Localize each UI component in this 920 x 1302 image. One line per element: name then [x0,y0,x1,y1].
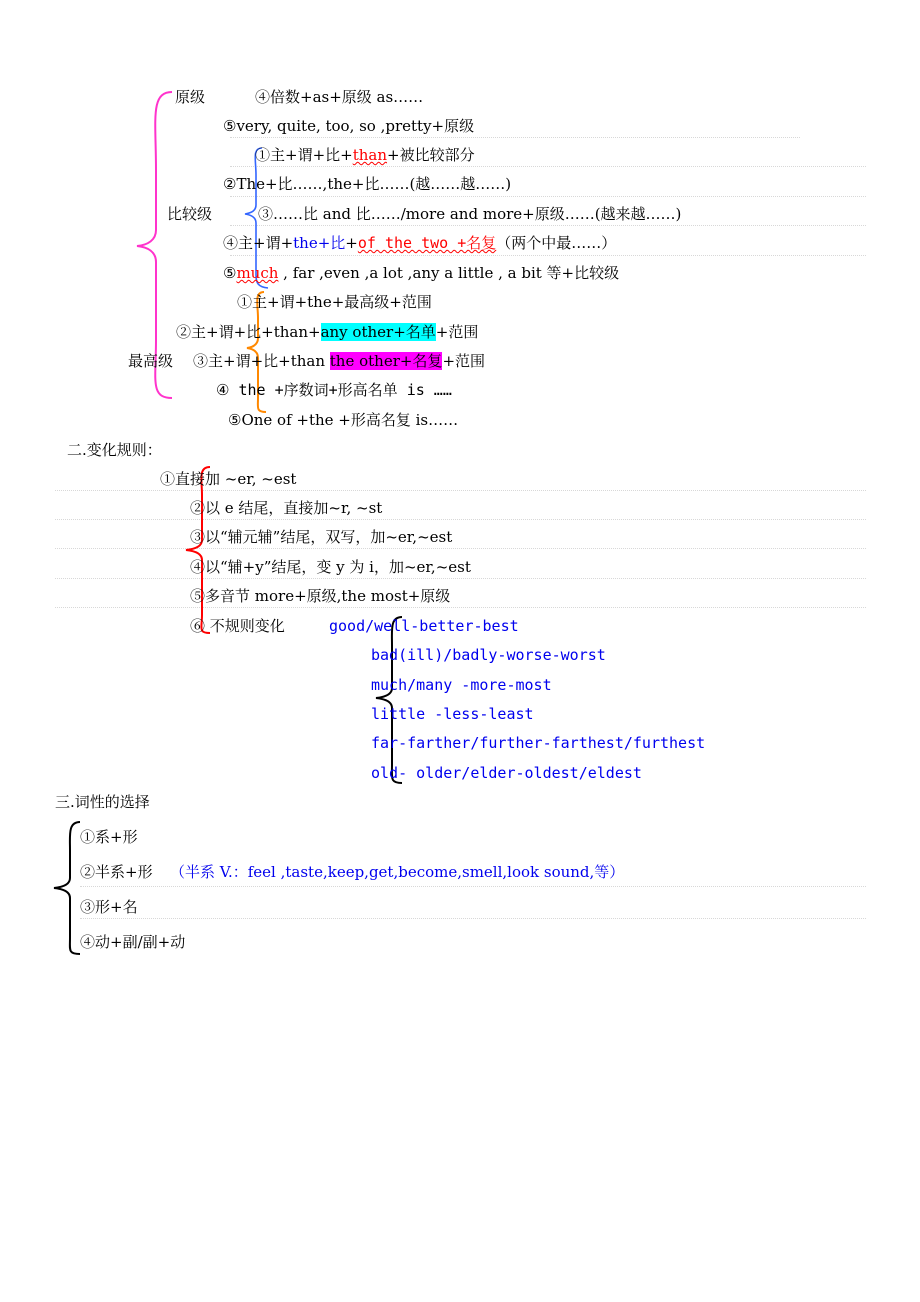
text-segment: ①主+谓+比+ [255,146,353,164]
pos-item: ③形+名 [80,898,138,916]
positive-item: ④倍数+as+原级 as…… [255,88,424,106]
pos-item: ①系+形 [80,828,138,846]
comparative-item-5 [223,263,619,283]
irregular-form: far-farther/further-farthest/furthest [371,734,706,752]
comparative-label: 比较级 [167,205,213,223]
text-segment: ②主+谓+比+than+ [176,323,321,341]
semi-linking-verbs-note: （半系 V.：feel ,taste,keep,get,become,smell,look sound,等） [170,863,625,881]
text-segment: +被比较部分 [387,146,475,164]
superlative-item-1: ①主+谓+the+最高级+范围 [237,293,432,311]
red-brace [186,467,210,633]
comparative-item-3: ③……比 and 比……/more and more+原级……(越来越……) [258,205,682,223]
irregular-form: bad(ill)/badly-worse-worst [371,646,606,664]
text-segment: , far ,even ,a lot ,any a little , a bit 等+比较级 [278,264,620,282]
rule-item: ④以“辅+y”结尾，变 y 为 i，加~er,~est [190,558,471,576]
highlight-the-other: the other+名复 [329,352,443,370]
the-bi-keyword: the+比 [293,234,346,252]
positive-label: 原级 [175,88,206,106]
rule-item: ⑤多音节 more+原级,the most+原级 [190,587,451,605]
text-segment: ④主+谓+ [223,234,294,252]
black-brace-irregular [376,617,402,783]
of-the-two-keyword: of the two +名复 [357,234,497,252]
text-segment: +范围 [435,323,479,341]
irregular-form: good/well-better-best [329,617,519,635]
superlative-item-5: ⑤One of +the +形高名复 is…… [228,411,459,429]
than-keyword: than [352,146,388,164]
positive-item: ⑤very, quite, too, so ,pretty+原级 [223,117,475,135]
highlight-any-other: any other+名单 [320,323,436,341]
superlative-item-3 [193,351,485,371]
text-segment: + [345,234,358,252]
rule-item: ②以 e 结尾，直接加~r, ~st [190,499,383,517]
much-keyword: much [236,264,279,282]
text-segment: ⑤ [223,264,237,282]
comparative-item-2: ②The+比……,the+比……(越……越……) [223,175,512,193]
rule-item: ①直接加 ~er, ~est [160,470,297,488]
superlative-item-2 [176,322,478,342]
text-segment: ③主+谓+比+than [193,352,330,370]
superlative-label: 最高级 [128,352,174,370]
superlative-item-4: ④ the +序数词+形高名单 is …… [216,381,452,399]
pos-item: ②半系+形 [80,863,153,881]
text-segment: （两个中最……） [496,234,617,252]
irregular-form: old- older/elder-oldest/eldest [371,764,642,782]
comparative-item-1 [255,145,475,165]
comparative-item-4 [223,233,616,253]
rule-item: ⑥ 不规则变化 [190,617,285,635]
black-brace-section3 [54,822,80,954]
text-segment: +范围 [442,352,486,370]
pos-item: ④动+副/副+动 [80,933,186,951]
rule-item: ③以“辅元辅”结尾，双写，加~er,~est [190,528,453,546]
irregular-form: little -less-least [371,705,534,723]
irregular-form: much/many -more-most [371,676,552,694]
section-3-heading: 三.词性的选择 [55,793,150,811]
section-2-heading: 二.变化规则： [67,441,162,459]
